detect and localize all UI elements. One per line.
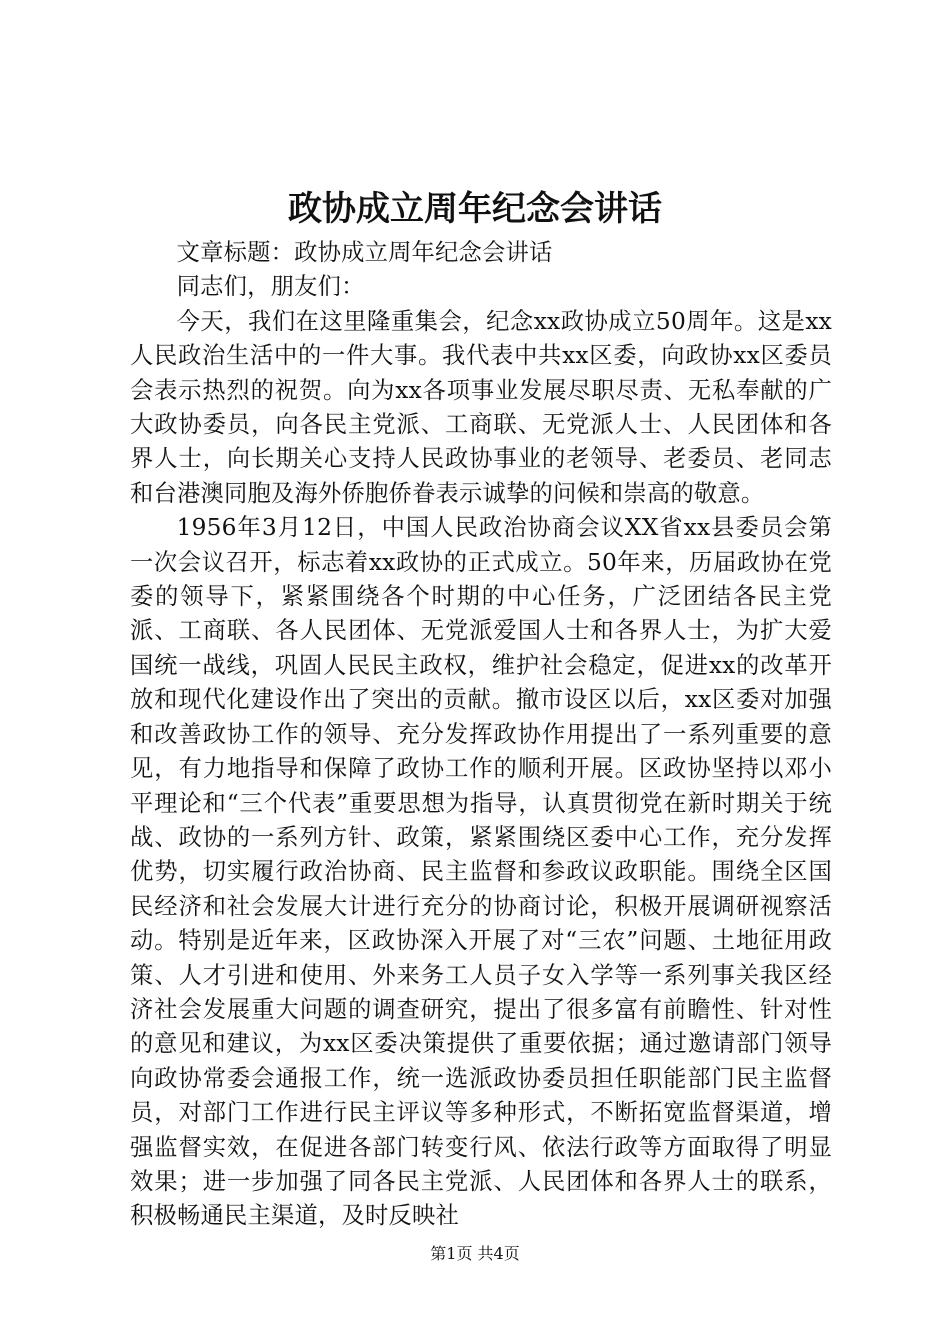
page-number-footer: 第1页 共4页 — [430, 1244, 520, 1263]
body-paragraph: 今天，我们在这里隆重集会，纪念xx政协成立50周年。这是xx人民政治生活中的一件大事。我代表中共xx区委，向政协xx区委员会表示热烈的祝贺。向为xx各项事业发展尽职尽责、无私奉献的广大政协委员，向各民主党派、工商联、无党派人士、人民团体和各界人士，向长期关心支持人民政协事业的老领导、老委员、老同志和台港澳同胞及海外侨胞侨眷表示诚挚的问候和崇高的敬意。 — [130, 307, 832, 507]
salutation-line: 同志们，朋友们： — [176, 273, 365, 301]
document-body — [130, 236, 832, 1234]
document-title: 政协成立周年纪念会讲话 — [288, 189, 662, 229]
article-title-line: 文章标题：政协成立周年纪念会讲话 — [176, 239, 553, 266]
body-paragraph: 1956年3月12日，中国人民政治协商会议XX省xx县委员会第一次会议召开，标志着xx政协的正式成立。50年来，历届政协在党委的领导下，紧紧围绕各个时期的中心任务，广泛团结各民主党派、工商联、各人民团体、无党派爱国人士和各界人士，为扩大爱国统一战线，巩固人民民主政权，维护社会稳定，促进xx的改革开放和现代化建设作出了突出的贡献。撤市设区以后，xx区委对加强和改善政协工作的领导、充分发挥政协作用提出了一系列重要的意见，有力地指导和保障了政协工作的顺利开展。区政协坚持以邓小平理论和“三个代表”重要思想为指导，认真贯彻党在新时期关于统战、政协的一系列方针、政策，紧紧围绕区委中心工作，充分发挥优势，切实履行政治协商、民主监督和参政议政职能。围绕全区国民经济和社会发展大计进行充分的协商讨论，积极开展调研视察活动。特别是近年来，区政协深入开展了对“三农”问题、土地征用政策、人才引进和使用、外来务工人员子女入学等一系列事关我区经济社会发展重大问题的调查研究，提出了很多富有前瞻性、针对性的意见和建议，为xx区委决策提供了重要依据；通过邀请部门领导向政协常委会通报工作，统一选派政协委员担任职能部门民主监督员，对部门工作进行民主评议等多种形式，不断拓宽监督渠道，增强监督实效，在促进各部门转变行风、依法行政等方面取得了明显效果；进一步加强了同各民主党派、人民团体和各界人士的联系，积极畅通民主渠道，及时反映社 — [130, 514, 832, 1230]
